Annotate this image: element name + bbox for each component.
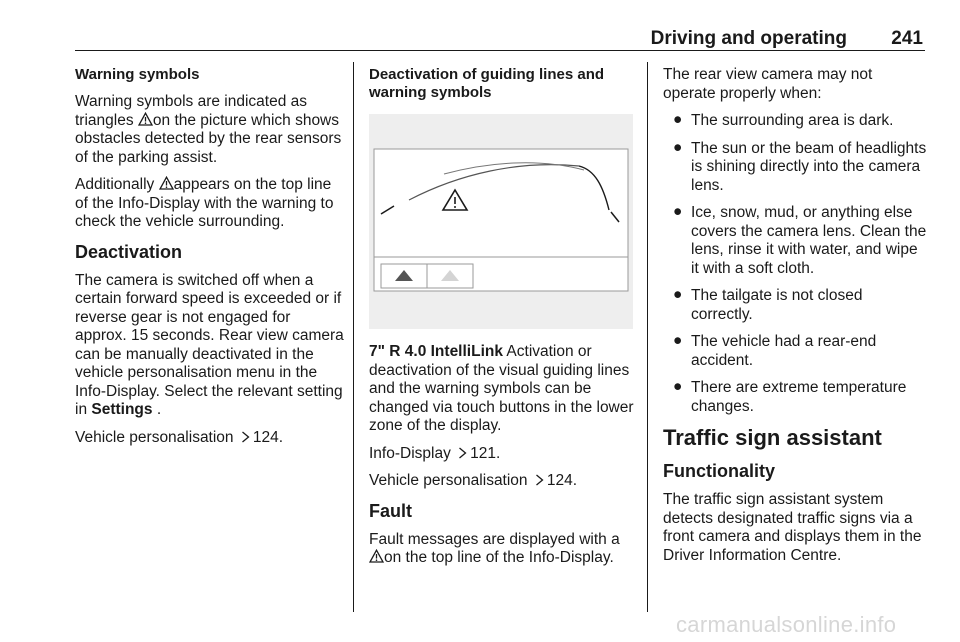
bullet-icon: ● xyxy=(673,378,683,395)
warning-triangle-icon xyxy=(369,549,384,563)
watermark: carmanualsonline.info xyxy=(676,612,897,637)
vehicle-personalisation-reference[interactable]: Vehicle personalisation 124. xyxy=(369,472,578,489)
page-number: 241 xyxy=(891,28,923,49)
camera-limitations-list xyxy=(663,112,927,416)
right-column xyxy=(663,66,927,574)
guiding-lines-heading: Deactivation of guiding lines and warning symbols xyxy=(369,66,605,101)
page-header xyxy=(75,26,925,51)
page-reference-arrow-icon xyxy=(458,447,467,459)
left-column xyxy=(75,66,345,456)
bullet-icon: ● xyxy=(673,332,683,349)
traffic-sign-assistant-heading: Traffic sign assistant xyxy=(663,425,882,450)
warning-paragraph-1: Warning symbols are indicated as triangles on the picture which shows obstacles detected by the rear sensors of the parking assist. xyxy=(75,93,342,166)
fault-heading: Fault xyxy=(369,500,412,521)
list-item: ● The sun or the beam of headlights is shining directly into the camera lens. xyxy=(673,138,927,194)
warning-triangle-icon xyxy=(159,176,174,190)
deactivation-paragraph: The camera is switched off when a certain forward speed is exceeded or if reverse gear is not engaged for approx. 15 seconds. Rear view camera can be manually deactivated in the vehicle personalisation menu in the Info-Display. Select the relevant setting in Settings . xyxy=(75,271,344,418)
settings-label: Settings xyxy=(91,401,153,418)
page-reference-arrow-icon xyxy=(241,431,250,443)
intellilink-paragraph: 7" R 4.0 IntelliLink Activation or deactivation of the visual guiding lines and the warning symbols can be changed via touch buttons in the lower zone of the display. xyxy=(369,343,634,434)
bullet-icon: ● xyxy=(673,138,683,156)
cross-reference[interactable]: Vehicle personalisation 124. xyxy=(75,428,284,446)
list-item: ● The surrounding area is dark. xyxy=(673,111,894,129)
bullet-icon: ● xyxy=(673,111,683,128)
functionality-heading: Functionality xyxy=(663,461,775,481)
camera-display-figure xyxy=(369,114,633,329)
bullet-icon: ● xyxy=(673,286,683,303)
camera-limitations-intro: The rear view camera may not operate properly when: xyxy=(663,66,873,102)
list-item: ● The vehicle had a rear-end accident. xyxy=(673,332,877,369)
info-display-reference[interactable]: Info-Display 121. xyxy=(369,444,501,462)
warning-symbols-heading: Warning symbols xyxy=(75,66,200,83)
column-divider-1 xyxy=(353,62,354,612)
chapter-title: Driving and operating xyxy=(650,28,847,49)
middle-column xyxy=(369,66,637,577)
list-item: ● The tailgate is not closed correctly. xyxy=(673,286,863,323)
warning-triangle-icon xyxy=(138,112,153,126)
column-divider-2 xyxy=(647,62,648,612)
fault-paragraph: Fault messages are displayed with a on the top line of the Info-Display. xyxy=(369,530,620,566)
bullet-icon: ● xyxy=(673,203,683,220)
intellilink-label: 7" R 4.0 IntelliLink xyxy=(369,343,503,360)
deactivation-heading: Deactivation xyxy=(75,241,183,262)
list-item: ● Ice, snow, mud, or anything else covers the camera lens. Clean the lens, rinse it with water, and wipe it with a soft cloth. xyxy=(673,203,927,277)
functionality-paragraph: The traffic sign assistant system detects designated traffic signs via a front camera and displays them in the Driver Information Centre. xyxy=(663,491,922,564)
warning-paragraph-2: Additionally appears on the top line of the Info-Display with the warning to check the vehicle surrounding. xyxy=(75,176,334,230)
page-reference-arrow-icon xyxy=(535,474,544,486)
camera-display-illustration xyxy=(369,114,633,329)
list-item: ● There are extreme temperature changes. xyxy=(673,378,907,415)
